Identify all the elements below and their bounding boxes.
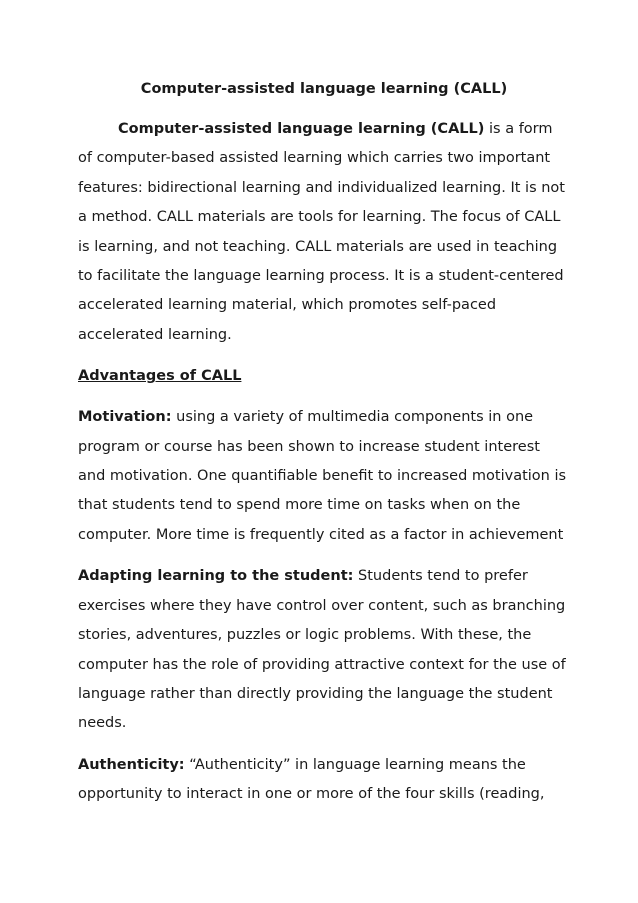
intro-lead: Computer-assisted language learning (CALL) — [118, 121, 485, 137]
intro-text: is a form of computer-based assisted learning which carries two important features: bidirectional learning and individualized learning. It is not a method. CALL materials are tools for learning. The focus of CALL is learning, and not teaching. CALL materials are used in teaching to facilitate the language learning process. It is a student-centered accelerated learning material, which promotes self-paced accelerated learning. — [78, 121, 565, 343]
advantage-text: using a variety of multimedia components in one program or course has been shown to increase student interest and motivation. One quantifiable benefit to increased motivation is that students tend to spend more time on tasks when on the computer. More time is frequently cited as a factor in achievement — [78, 409, 567, 543]
advantage-lead: Adapting learning to the student: — [78, 568, 354, 585]
advantage-adapting-learning — [78, 562, 568, 738]
advantage-motivation — [78, 403, 568, 550]
document-title: Computer-assisted language learning (CALL) — [140, 81, 508, 97]
advantages-heading: Advantages of CALL — [78, 368, 242, 385]
advantage-text: “Authenticity” in language learning means the opportunity to interact in one or more of the four skills (reading, — [78, 756, 545, 803]
intro-paragraph — [78, 115, 568, 350]
advantage-lead: Motivation: — [78, 409, 172, 426]
advantage-authenticity — [78, 751, 568, 810]
advantage-text: Students tend to prefer exercises where they have control over content, such as branching stories, adventures, puzzles or logic problems. With these, the computer has the role of providing attractive context for the use of language rather than directly providing the language the student needs. — [78, 568, 566, 732]
advantage-lead: Authenticity: — [78, 756, 185, 773]
document-page — [78, 78, 568, 822]
